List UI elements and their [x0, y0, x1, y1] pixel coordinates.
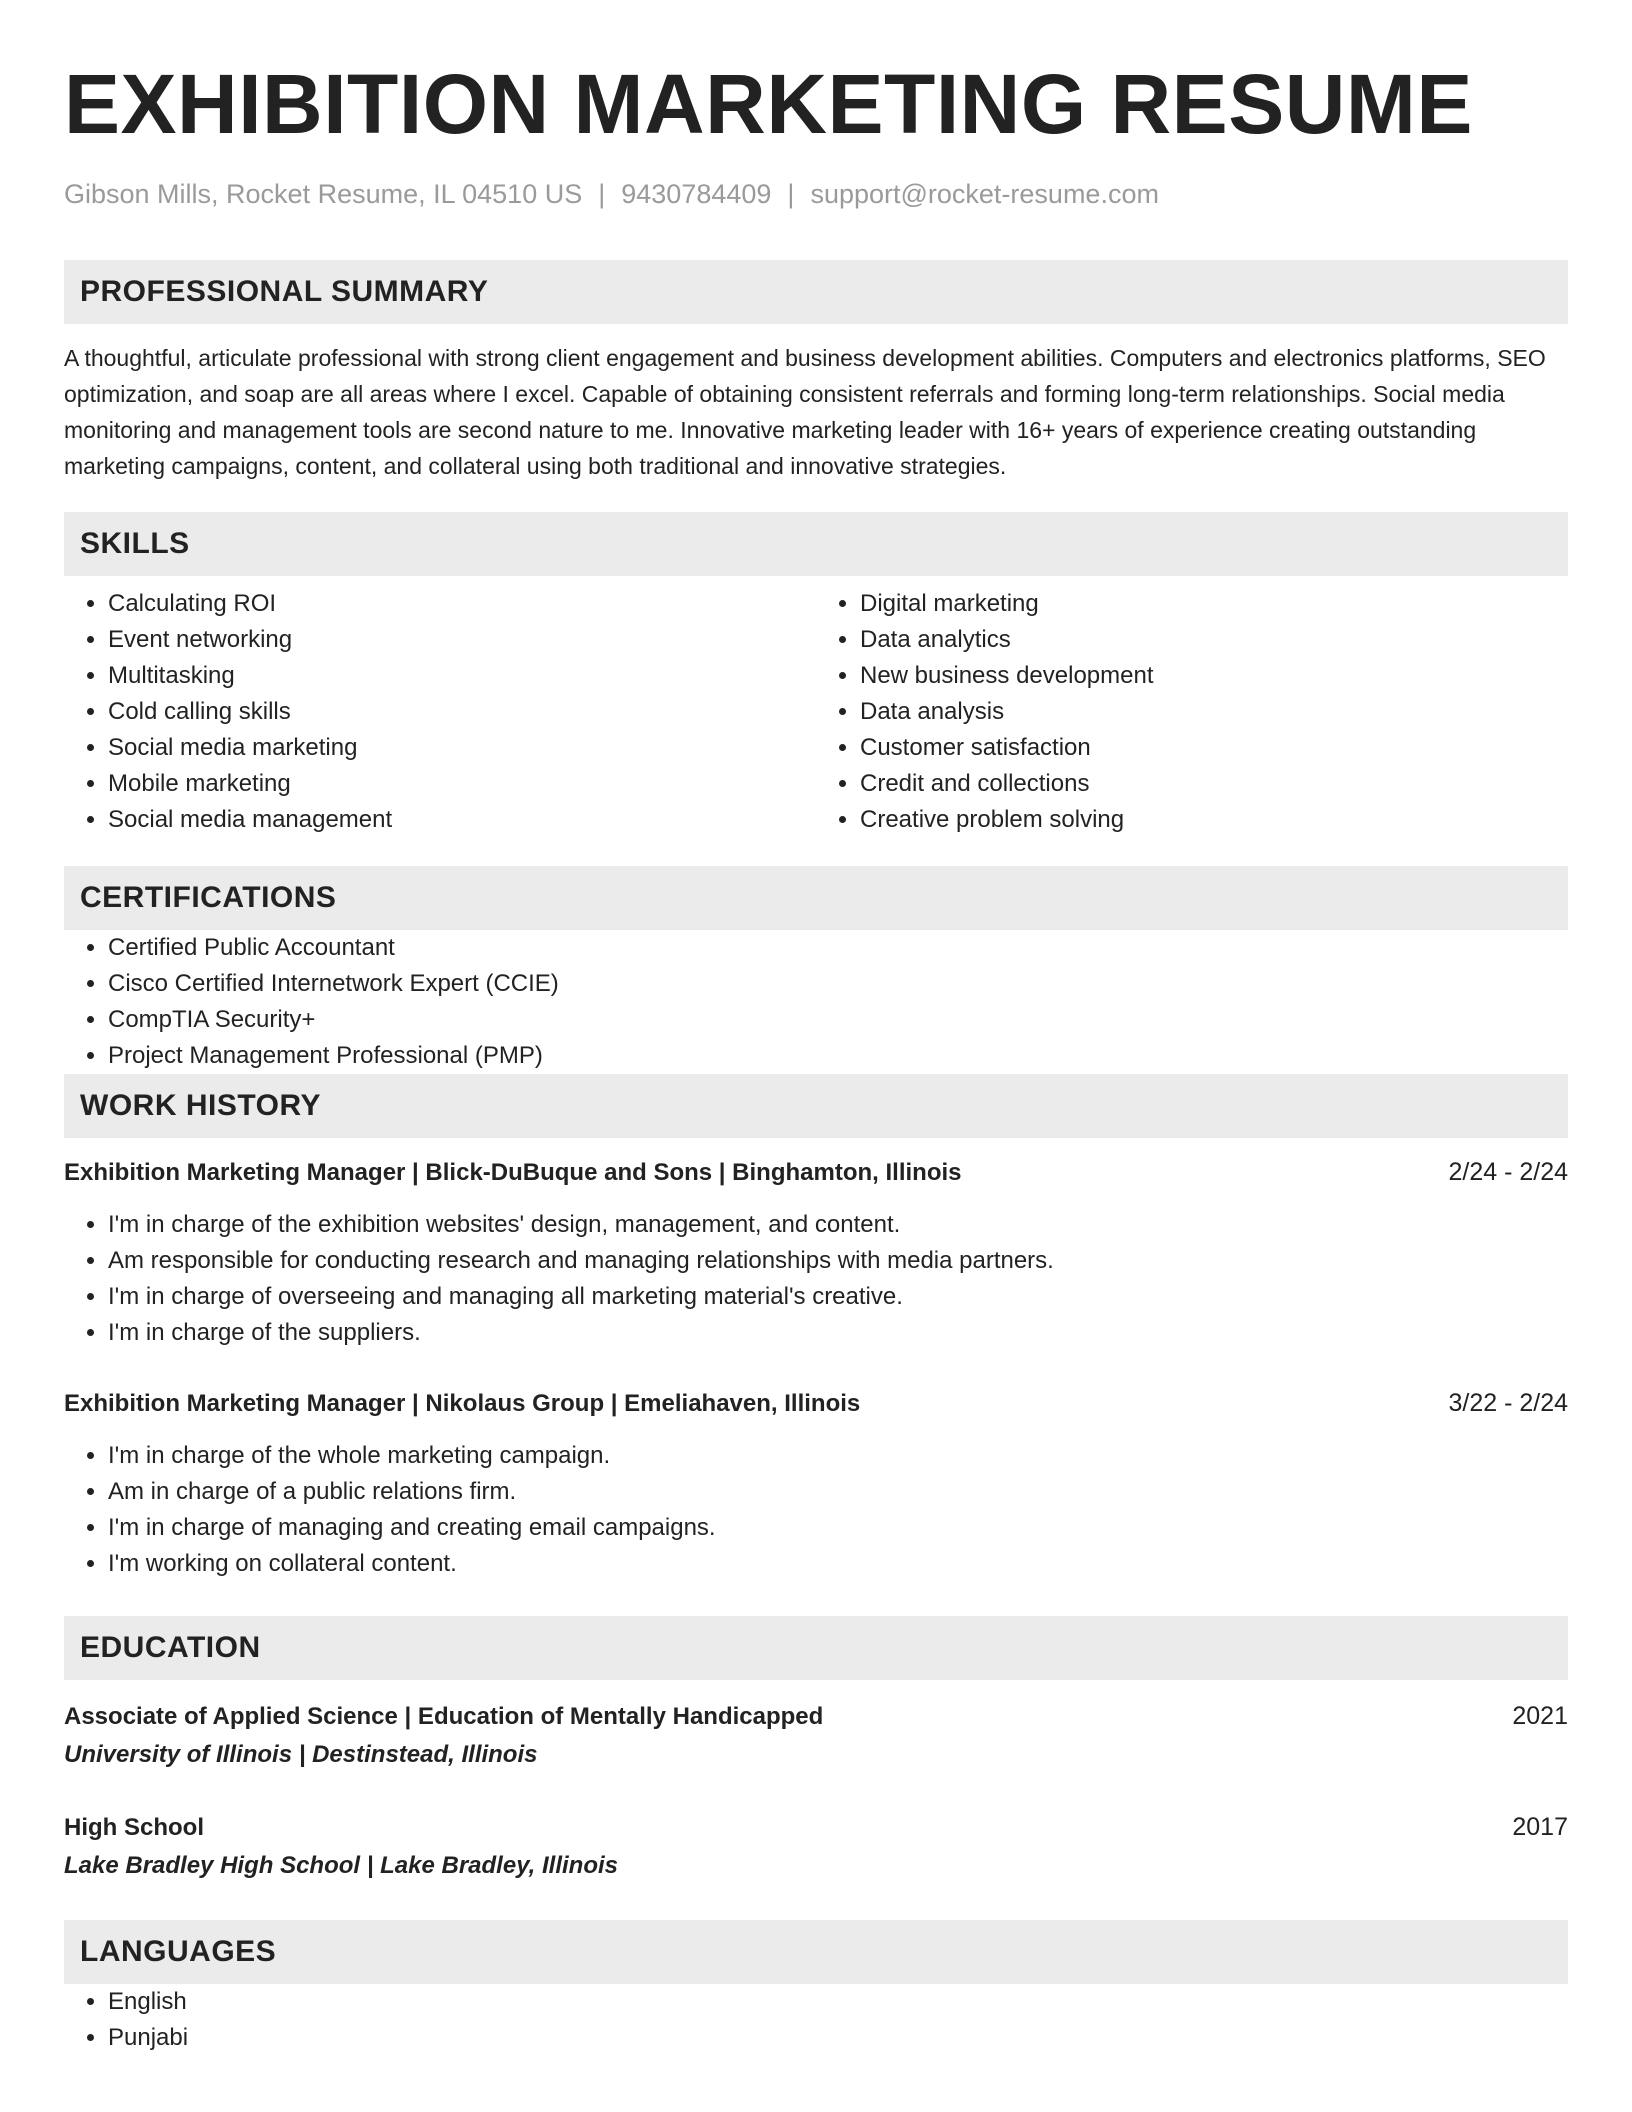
- list-item: • I'm in charge of managing and creating email campaigns.: [108, 1510, 1568, 1546]
- contact-address: Gibson Mills, Rocket Resume, IL 04510 US: [64, 179, 583, 209]
- skills-list-right: [816, 586, 1568, 838]
- skills-grid: [64, 586, 1568, 838]
- job-dates: 2/24 - 2/24: [1448, 1158, 1568, 1186]
- education-year: 2017: [1512, 1813, 1568, 1841]
- list-item: • I'm in charge of overseeing and managing all marketing material's creative.: [108, 1279, 1568, 1315]
- list-item: • Multitasking: [108, 658, 816, 694]
- list-item: • I'm working on collateral content.: [108, 1546, 1568, 1582]
- list-item: • Customer satisfaction: [860, 730, 1568, 766]
- job-dates: 3/22 - 2/24: [1448, 1389, 1568, 1417]
- list-item: • New business development: [860, 658, 1568, 694]
- list-item: • Am responsible for conducting research and managing relationships with media partners.: [108, 1243, 1568, 1279]
- list-item: • Credit and collections: [860, 766, 1568, 802]
- list-item: • I'm in charge of the suppliers.: [108, 1315, 1568, 1351]
- list-item: • Data analysis: [860, 694, 1568, 730]
- job-title: Exhibition Marketing Manager | Nikolaus Group | Emeliahaven, Illinois: [64, 1390, 861, 1417]
- list-item: • CompTIA Security+: [108, 1002, 1568, 1038]
- certifications-list: [64, 930, 1568, 1074]
- list-item: • Project Management Professional (PMP): [108, 1038, 1568, 1074]
- job-header: [64, 1154, 1568, 1191]
- job-bullets: [64, 1438, 1568, 1582]
- list-item: • Am in charge of a public relations firm.: [108, 1474, 1568, 1510]
- list-item: • Creative problem solving: [860, 802, 1568, 838]
- education-header: [64, 1809, 1568, 1846]
- skills-list-left: [64, 586, 816, 838]
- contact-phone: 9430784409: [621, 179, 772, 209]
- list-item: • Punjabi: [108, 2020, 1568, 2056]
- list-item: • Cold calling skills: [108, 694, 816, 730]
- education-year: 2021: [1512, 1702, 1568, 1730]
- section-heading-skills: SKILLS: [64, 512, 1568, 576]
- list-item: • Social media marketing: [108, 730, 816, 766]
- section-heading-languages: LANGUAGES: [64, 1920, 1568, 1984]
- contact-email: support@rocket-resume.com: [810, 179, 1159, 209]
- job-entry: [64, 1385, 1568, 1582]
- languages-list: [64, 1984, 1568, 2056]
- section-heading-summary: PROFESSIONAL SUMMARY: [64, 260, 1568, 324]
- list-item: • I'm in charge of the whole marketing campaign.: [108, 1438, 1568, 1474]
- list-item: • Cisco Certified Internetwork Expert (CCIE): [108, 966, 1568, 1002]
- education-header: [64, 1698, 1568, 1735]
- list-item: • Certified Public Accountant: [108, 930, 1568, 966]
- job-header: [64, 1385, 1568, 1422]
- resume-title: EXHIBITION MARKETING RESUME: [64, 57, 1473, 151]
- list-item: • English: [108, 1984, 1568, 2020]
- education-school: Lake Bradley High School | Lake Bradley, Illinois: [64, 1852, 618, 1879]
- list-item: • Digital marketing: [860, 586, 1568, 622]
- contact-separator: |: [598, 179, 606, 209]
- list-item: • Calculating ROI: [108, 586, 816, 622]
- job-entry: [64, 1154, 1568, 1351]
- contact-line: [64, 176, 1568, 212]
- education-degree: Associate of Applied Science | Education of Mentally Handicapped: [64, 1703, 824, 1730]
- list-item: • I'm in charge of the exhibition websites' design, management, and content.: [108, 1207, 1568, 1243]
- section-heading-education: EDUCATION: [64, 1616, 1568, 1680]
- job-title: Exhibition Marketing Manager | Blick-DuBuque and Sons | Binghamton, Illinois: [64, 1159, 962, 1186]
- job-bullets: [64, 1207, 1568, 1351]
- list-item: • Event networking: [108, 622, 816, 658]
- education-school: University of Illinois | Destinstead, Illinois: [64, 1741, 538, 1768]
- list-item: • Mobile marketing: [108, 766, 816, 802]
- summary-text: A thoughtful, articulate professional with strong client engagement and business development abilities. Computers and electronics platforms, SEO optimization, and soap are all areas where I excel. Capable of obtaining consistent referrals and forming long-term relationships. Social media monitoring and management tools are second nature to me. Innovative marketing leader with 16+ years of experience creating outstanding marketing campaigns, content, and collateral using both traditional and innovative strategies.: [64, 345, 1546, 479]
- education-entry: [64, 1809, 1568, 1886]
- education-degree: High School: [64, 1814, 204, 1841]
- section-heading-certifications: CERTIFICATIONS: [64, 866, 1568, 930]
- list-item: • Data analytics: [860, 622, 1568, 658]
- contact-separator: |: [787, 179, 795, 209]
- section-heading-work-history: WORK HISTORY: [64, 1074, 1568, 1138]
- list-item: • Social media management: [108, 802, 816, 838]
- education-entry: [64, 1698, 1568, 1775]
